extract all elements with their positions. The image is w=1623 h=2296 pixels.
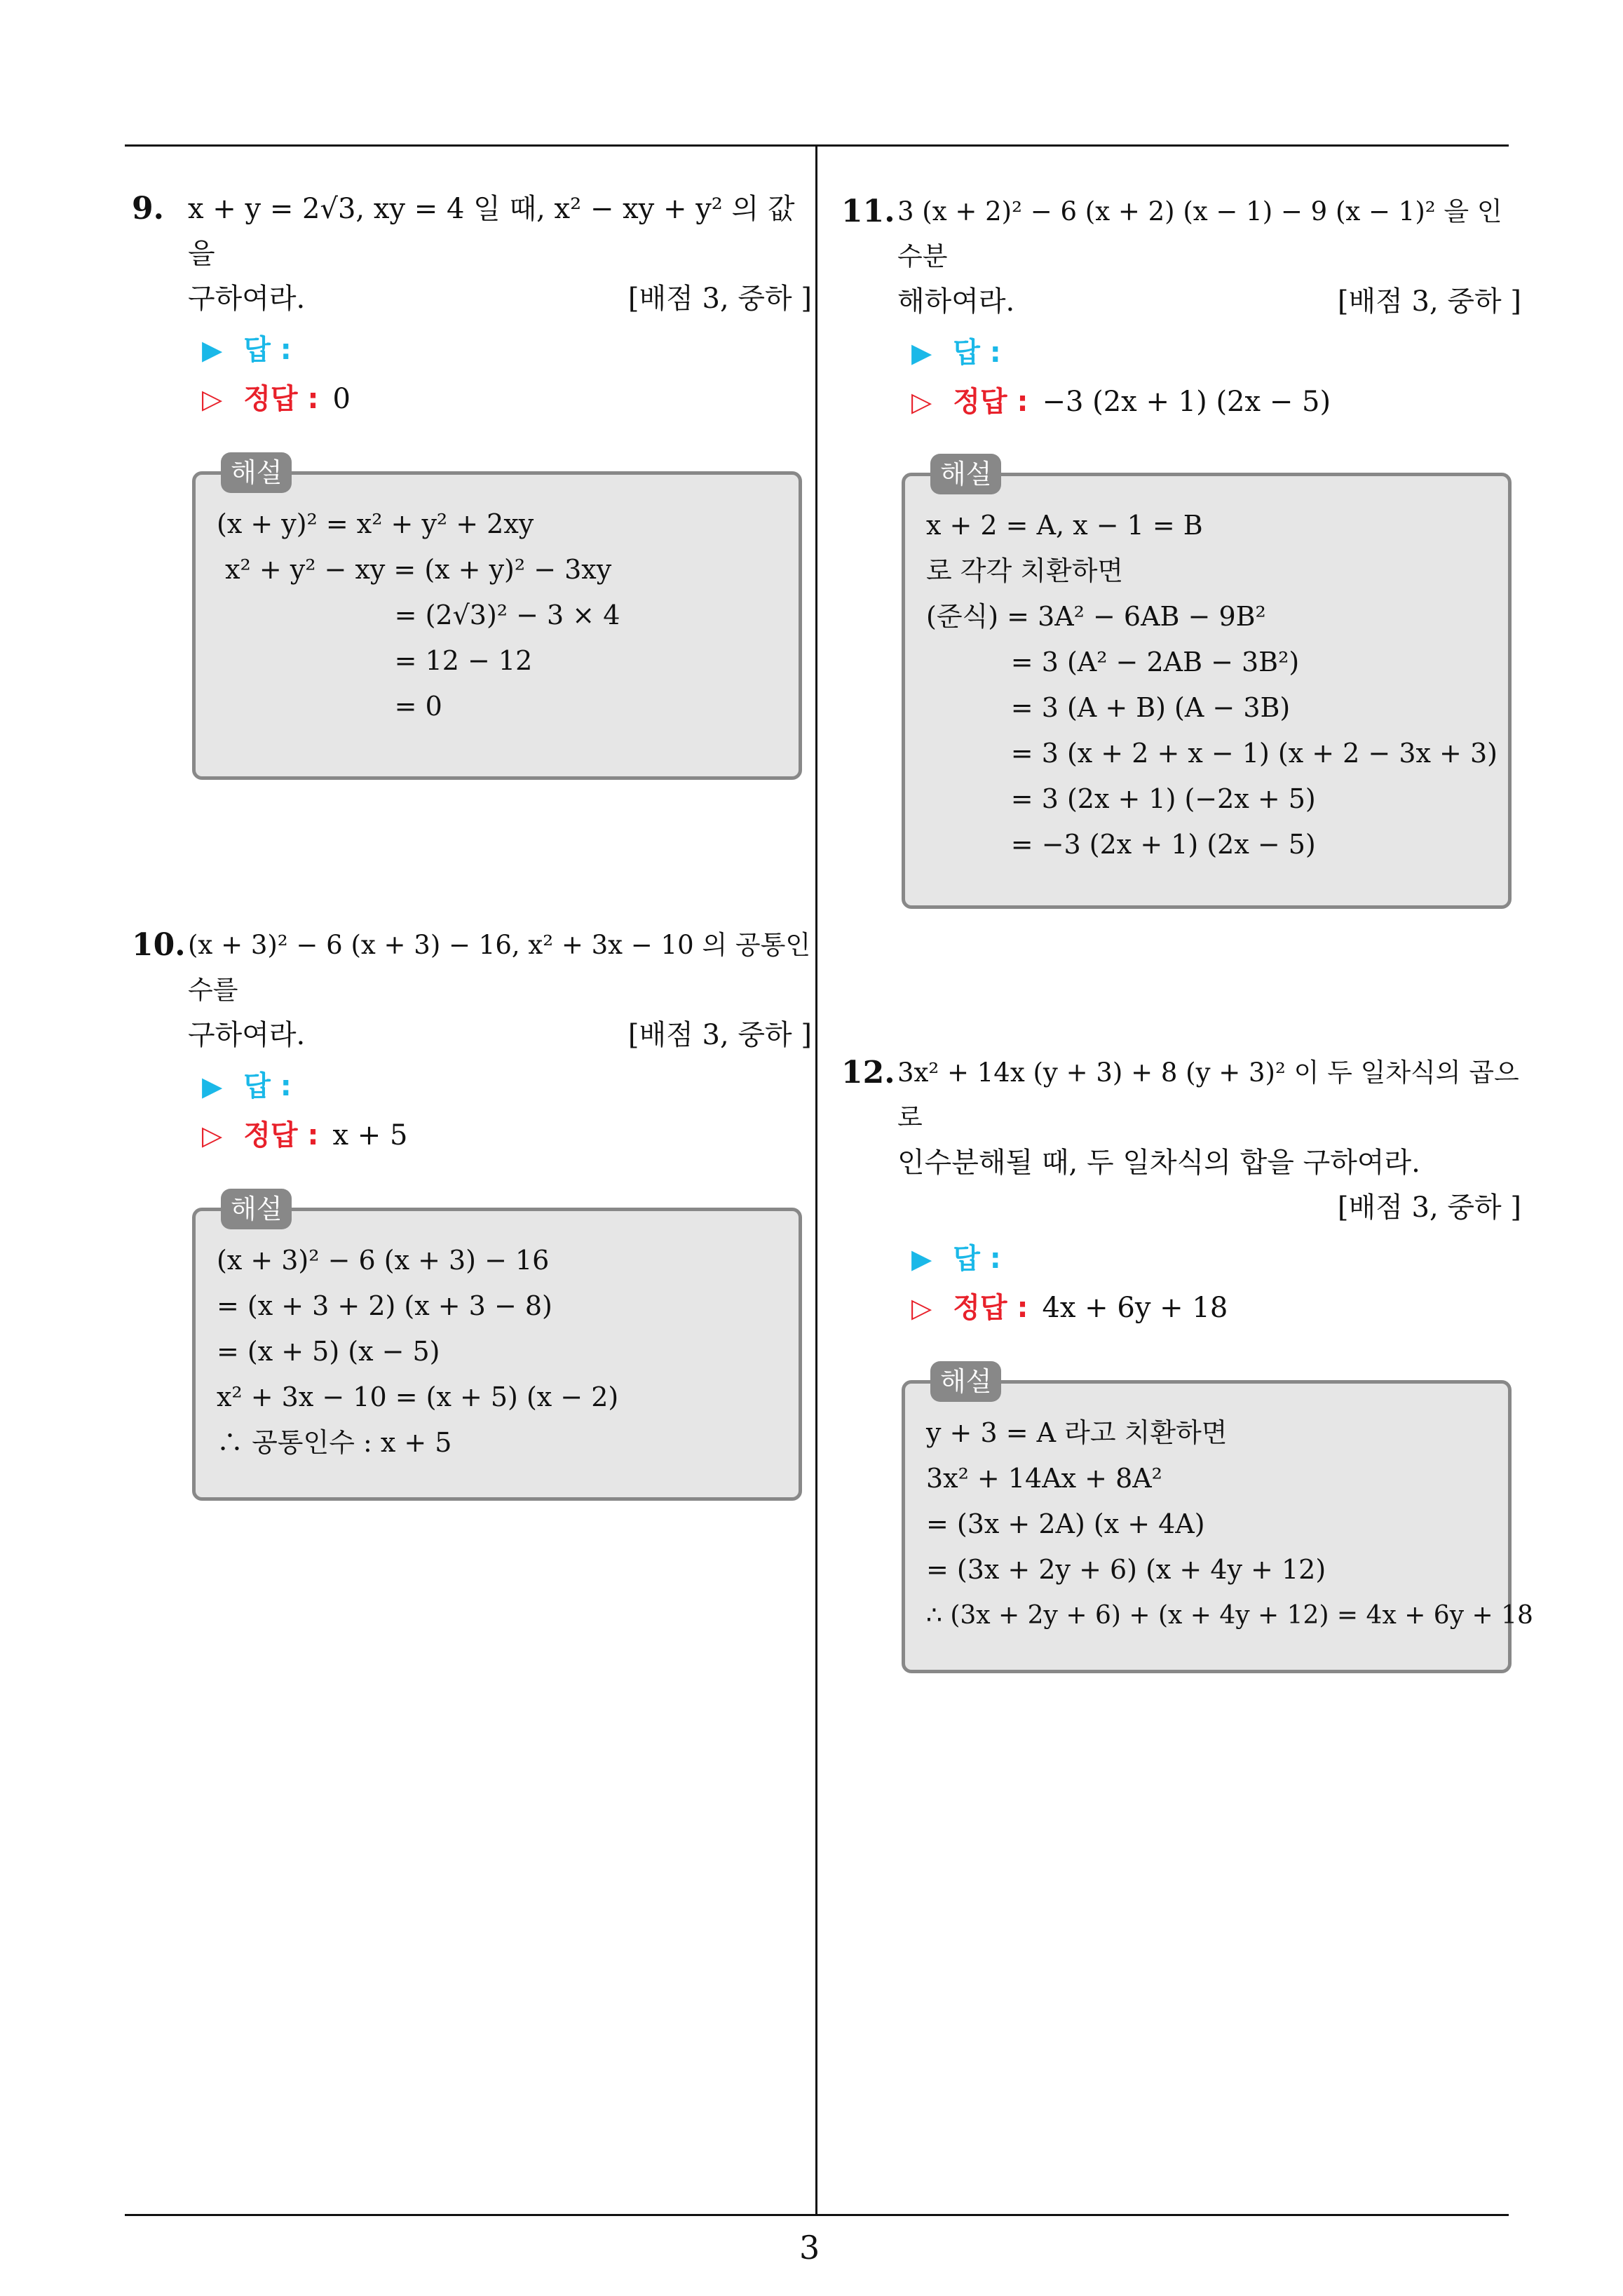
answer-row bbox=[911, 1234, 1521, 1283]
correct-value: x + 5 bbox=[332, 1119, 408, 1152]
solution-tag: 해설 bbox=[221, 1189, 292, 1229]
solution-line: = (2√3)² − 3 × 4 bbox=[217, 600, 620, 630]
answer-label: 답 : bbox=[243, 334, 292, 366]
solution-line: = (3x + 2y + 6) (x + 4y + 12) bbox=[926, 1554, 1326, 1585]
solution-line: = 12 − 12 bbox=[217, 645, 533, 676]
question-line-1: x + y = 2√3, xy = 4 일 때, x² − xy + y² 의 값을 bbox=[188, 193, 795, 270]
question-number: 12. bbox=[841, 1055, 895, 1090]
solution-line: x² + 3x − 10 = (x + 5) (x − 2) bbox=[217, 1382, 619, 1412]
question-line-1: 3 (x + 2)² − 6 (x + 2) (x − 1) − 9 (x − 1)² 을 인수분 bbox=[897, 196, 1502, 271]
answer-label: 답 : bbox=[953, 337, 1001, 369]
answer-row bbox=[202, 325, 812, 374]
solution-tag: 해설 bbox=[221, 452, 292, 493]
question-line-1: (x + 3)² − 6 (x + 3) − 16, x² + 3x − 10 의 공통인수를 bbox=[188, 930, 811, 1005]
solution-line: = −3 (2x + 1) (2x − 5) bbox=[926, 829, 1316, 860]
solution-line: = (3x + 2A) (x + 4A) bbox=[926, 1508, 1205, 1539]
correct-answer-row bbox=[911, 1283, 1521, 1332]
correct-value: −3 (2x + 1) (2x − 5) bbox=[1042, 386, 1331, 418]
correct-label: 정답 : bbox=[953, 1292, 1028, 1324]
question-line-2: 구하여라. bbox=[188, 283, 306, 315]
solution-line: = (x + 3 + 2) (x + 3 − 8) bbox=[217, 1290, 552, 1321]
question-number: 10. bbox=[132, 927, 186, 963]
triangle-outline-icon: ▷ bbox=[911, 1292, 932, 1323]
solution-tag: 해설 bbox=[930, 1361, 1001, 1402]
solution-line: = 3 (x + 2 + x − 1) (x + 2 − 3x + 3) bbox=[926, 738, 1498, 769]
question-text bbox=[841, 1051, 1521, 1185]
question-number: 9. bbox=[132, 191, 164, 227]
solution-box-10 bbox=[192, 1194, 802, 1501]
correct-answer-row bbox=[202, 374, 812, 424]
solution-box-12 bbox=[902, 1366, 1533, 1673]
question-text bbox=[132, 923, 812, 1058]
triangle-outline-icon: ▷ bbox=[911, 386, 932, 417]
question-12 bbox=[841, 1051, 1521, 1332]
solution-line: = 3 (2x + 1) (−2x + 5) bbox=[926, 783, 1316, 814]
question-10 bbox=[132, 923, 812, 1160]
solution-line: y + 3 = A 라고 치환하면 bbox=[926, 1417, 1228, 1448]
solution-line: = 3 (A² − 2AB − 3B²) bbox=[926, 647, 1300, 677]
points-label: [배점 3, 중하 ] bbox=[1337, 1191, 1521, 1224]
solution-line: 로 각각 치환하면 bbox=[926, 555, 1124, 586]
question-line-1: 3x² + 14x (y + 3) + 8 (y + 3)² 이 두 일차식의 곱으로 bbox=[897, 1058, 1519, 1133]
question-line-2: 구하여라. bbox=[188, 1019, 306, 1051]
answer-label: 답 : bbox=[953, 1243, 1001, 1275]
correct-value: 0 bbox=[332, 383, 351, 415]
answer-row bbox=[202, 1062, 812, 1111]
question-9 bbox=[132, 187, 812, 424]
solution-tag: 해설 bbox=[930, 454, 1001, 494]
solution-line: (x + y)² = x² + y² + 2xy bbox=[217, 508, 534, 539]
question-11 bbox=[841, 189, 1521, 426]
solution-line: 3x² + 14Ax + 8A² bbox=[926, 1463, 1162, 1494]
solution-line: = 3 (A + B) (A − 3B) bbox=[926, 692, 1291, 723]
triangle-outline-icon: ▷ bbox=[202, 384, 223, 414]
points-label: [배점 3, 중하 ] bbox=[627, 1019, 812, 1051]
solution-line: (x + 3)² − 6 (x + 3) − 16 bbox=[217, 1245, 550, 1276]
solution-line: = 0 bbox=[217, 691, 442, 722]
points-label: [배점 3, 중하 ] bbox=[1337, 285, 1521, 318]
column-divider bbox=[815, 145, 817, 2215]
correct-label: 정답 : bbox=[953, 386, 1028, 418]
bottom-rule bbox=[125, 2214, 1509, 2216]
play-icon: ▶ bbox=[911, 1243, 932, 1274]
correct-label: 정답 : bbox=[243, 1119, 319, 1152]
triangle-outline-icon: ▷ bbox=[202, 1120, 223, 1151]
question-text bbox=[841, 189, 1521, 324]
page-number: 3 bbox=[799, 2229, 820, 2267]
solution-box-9 bbox=[192, 457, 802, 780]
solution-line: = (x + 5) (x − 5) bbox=[217, 1336, 440, 1367]
solution-line: (준식) = 3A² − 6AB − 9B² bbox=[926, 601, 1266, 632]
answer-label: 답 : bbox=[243, 1070, 292, 1102]
points-label: [배점 3, 중하 ] bbox=[627, 283, 812, 315]
play-icon: ▶ bbox=[202, 335, 223, 365]
solution-box-11 bbox=[902, 459, 1512, 909]
correct-answer-row bbox=[202, 1111, 812, 1160]
correct-label: 정답 : bbox=[243, 383, 319, 415]
answer-row bbox=[911, 328, 1521, 377]
correct-answer-row bbox=[911, 377, 1521, 426]
question-line-2: 인수분해될 때, 두 일차식의 합을 구하여라. bbox=[897, 1147, 1420, 1179]
question-line-2: 해하여라. bbox=[897, 285, 1015, 318]
solution-line: ∴ (3x + 2y + 6) + (x + 4y + 12) = 4x + 6y + 18 bbox=[926, 1601, 1533, 1630]
solution-line: ∴ 공통인수 : x + 5 bbox=[217, 1427, 452, 1458]
play-icon: ▶ bbox=[202, 1071, 223, 1102]
correct-value: 4x + 6y + 18 bbox=[1042, 1292, 1228, 1324]
solution-line: x + 2 = A, x − 1 = B bbox=[926, 510, 1203, 541]
solution-line: x² + y² − xy = (x + y)² − 3xy bbox=[217, 554, 612, 585]
question-text bbox=[132, 187, 812, 321]
play-icon: ▶ bbox=[911, 337, 932, 368]
question-number: 11. bbox=[841, 194, 895, 229]
